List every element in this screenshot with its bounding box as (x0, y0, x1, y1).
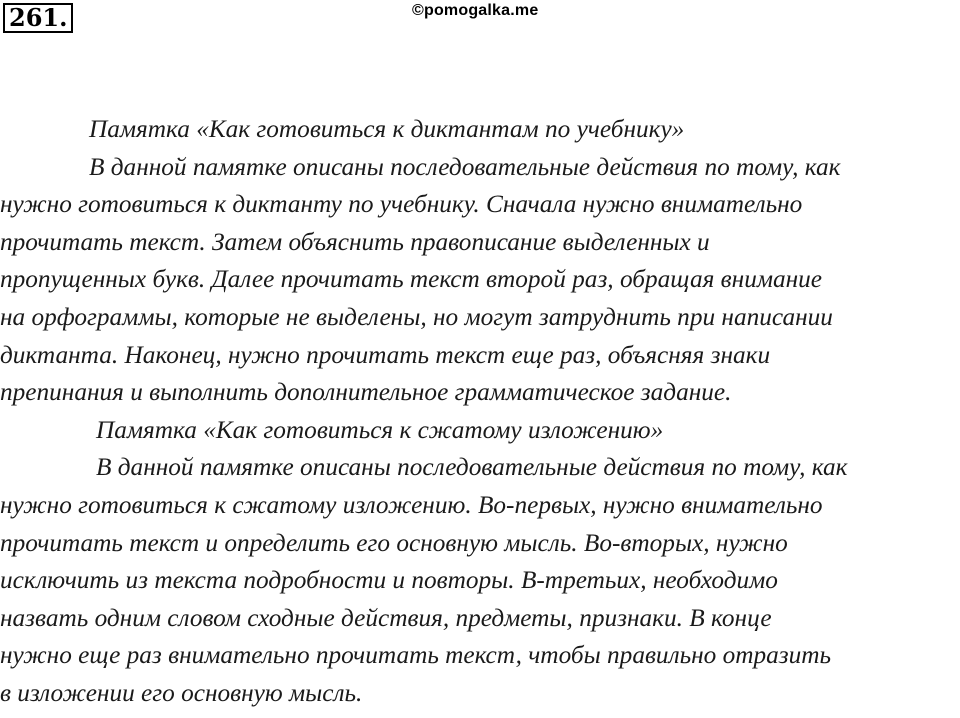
paragraph-line: нужно готовиться к сжатому изложению. Во-первых, нужно внимательно (0, 490, 823, 519)
paragraph-line: прочитать текст. Затем объяснить правописание выделенных и (0, 227, 710, 256)
paragraph-line: в изложении его основную мысль. (0, 678, 363, 707)
task-number: 261. (9, 3, 68, 32)
paragraph-line: пропущенных букв. Далее прочитать текст второй раз, обращая внимание (0, 265, 823, 294)
paragraph-line: прочитать текст и определить его основную мысль. Во-вторых, нужно (0, 528, 788, 557)
paragraph-line: диктанта. Наконец, нужно прочитать текст еще раз, объясняя знаки (0, 340, 771, 369)
paragraph-line: В данной памятке описаны последовательные действия по тому, как (89, 152, 841, 181)
paragraph-line: исключить из текста подробности и повторы. В-третьих, необходимо (0, 566, 778, 595)
paragraph-line: назвать одним словом сходные действия, предметы, признаки. В конце (0, 603, 772, 632)
paragraph-line: нужно еще раз внимательно прочитать текст, чтобы правильно отразить (0, 641, 832, 670)
section-title: Памятка «Как готовиться к сжатому изложению» (96, 415, 664, 444)
section-title: Памятка «Как готовиться к диктантам по учебнику» (89, 115, 685, 143)
paragraph-line: на орфограммы, которые не выделены, но могут затруднить при написании (0, 302, 833, 331)
watermark-text: ©pomogalka.me (412, 2, 539, 19)
paragraph-line: нужно готовиться к диктанту по учебнику. Сначала нужно внимательно (0, 190, 803, 219)
task-number-box (3, 3, 73, 33)
paragraph-line: препинания и выполнить дополнительное грамматическое задание. (0, 378, 732, 407)
paragraph-line: В данной памятке описаны последовательные действия по тому, как (96, 453, 848, 482)
section-summary (0, 412, 960, 713)
section-dictation (0, 111, 960, 412)
document-body (0, 111, 960, 713)
